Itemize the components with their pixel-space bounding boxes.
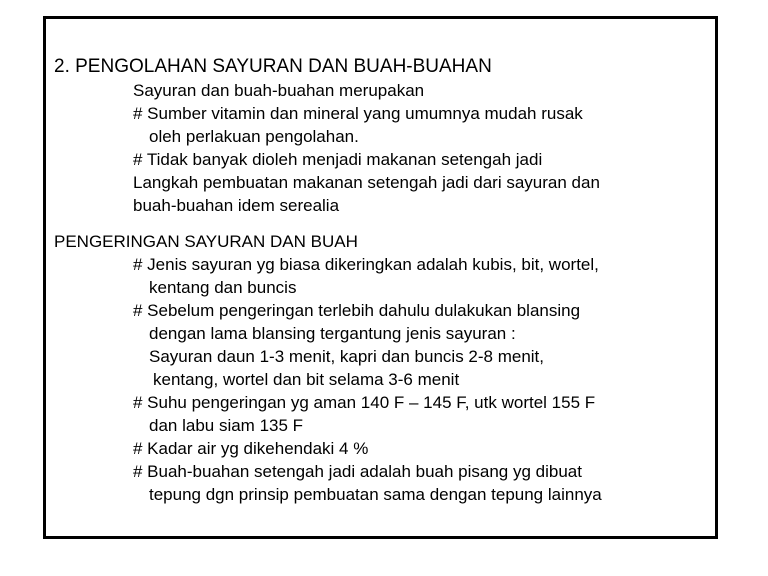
bullet-line: # Sebelum pengeringan terlebih dahulu dulakukan blansing	[133, 301, 581, 320]
section-gap	[54, 217, 711, 230]
bullet-continuation: oleh perlakuan pengolahan.	[149, 127, 359, 146]
bullet-line: # Tidak banyak dioleh menjadi makanan setengah jadi	[133, 150, 543, 169]
section-heading-processing: 2. PENGOLAHAN SAYURAN DAN BUAH-BUAHAN	[54, 56, 492, 77]
section-processing	[54, 55, 711, 217]
bullet-continuation: dan labu siam 135 F	[149, 416, 304, 435]
section-drying	[54, 230, 711, 506]
text-line: buah-buahan idem serealia	[133, 196, 340, 215]
text-line: Langkah pembuatan makanan setengah jadi dari sayuran dan	[133, 173, 600, 192]
bullet-continuation: Sayuran daun 1-3 menit, kapri dan buncis 2-8 menit,	[149, 347, 545, 366]
bullet-line: # Suhu pengeringan yg aman 140 F – 145 F, utk wortel 155 F	[133, 393, 596, 412]
bullet-line: # Kadar air yg dikehendaki 4 %	[133, 439, 369, 458]
section-heading-drying: PENGERINGAN SAYURAN DAN BUAH	[54, 232, 358, 251]
text-line: Sayuran dan buah-buahan merupakan	[133, 81, 425, 100]
bullet-continuation: kentang dan buncis	[149, 278, 297, 297]
slide-frame	[43, 16, 718, 539]
bullet-continuation: kentang, wortel dan bit selama 3-6 menit	[153, 370, 460, 389]
bullet-line: # Buah-buahan setengah jadi adalah buah pisang yg dibuat	[133, 462, 582, 481]
bullet-continuation: tepung dgn prinsip pembuatan sama dengan tepung lainnya	[149, 485, 602, 504]
bullet-line: # Jenis sayuran yg biasa dikeringkan adalah kubis, bit, wortel,	[133, 255, 599, 274]
bullet-line: # Sumber vitamin dan mineral yang umumnya mudah rusak	[133, 104, 583, 123]
slide-content	[54, 55, 711, 506]
bullet-continuation: dengan lama blansing tergantung jenis sayuran :	[149, 324, 516, 343]
